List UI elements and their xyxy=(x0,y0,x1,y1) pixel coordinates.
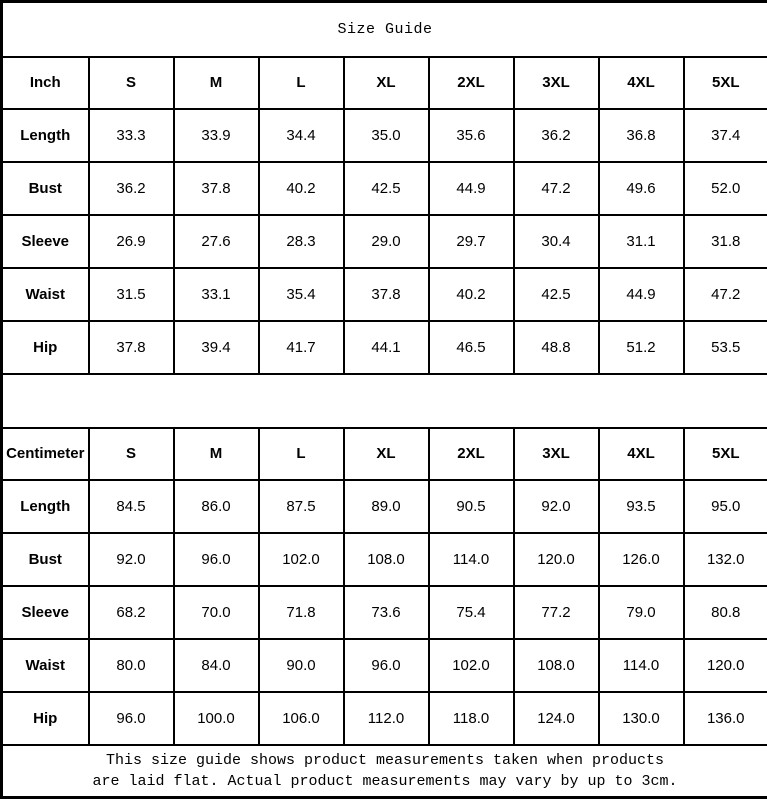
size-value-cell: 92.0 xyxy=(89,533,174,586)
size-value-cell: 71.8 xyxy=(259,586,344,639)
size-value-cell: 93.5 xyxy=(599,480,684,533)
centimeter-hip-row xyxy=(2,692,767,745)
size-value-cell: 42.5 xyxy=(514,268,599,321)
size-value-cell: 95.0 xyxy=(684,480,767,533)
size-value-cell: 31.1 xyxy=(599,215,684,268)
size-value-cell: 29.7 xyxy=(429,215,514,268)
row-label-bust: Bust xyxy=(2,162,89,215)
size-value-cell: 47.2 xyxy=(514,162,599,215)
size-value-cell: 31.8 xyxy=(684,215,767,268)
size-value-cell: 35.6 xyxy=(429,109,514,162)
size-value-cell: 124.0 xyxy=(514,692,599,745)
inch-hip-row xyxy=(2,321,767,374)
size-value-cell: 73.6 xyxy=(344,586,429,639)
size-value-cell: 86.0 xyxy=(174,480,259,533)
size-value-cell: 29.0 xyxy=(344,215,429,268)
footer-note-line2: are laid flat. Actual product measurements may vary by up to 3cm. xyxy=(3,771,767,792)
size-value-cell: 114.0 xyxy=(599,639,684,692)
size-value-cell: 47.2 xyxy=(684,268,767,321)
size-value-cell: 114.0 xyxy=(429,533,514,586)
size-column-header-3xl: 3XL xyxy=(514,428,599,480)
size-value-cell: 106.0 xyxy=(259,692,344,745)
footer-row xyxy=(2,745,767,798)
size-value-cell: 126.0 xyxy=(599,533,684,586)
size-value-cell: 120.0 xyxy=(514,533,599,586)
footer-note xyxy=(2,745,767,798)
size-value-cell: 33.1 xyxy=(174,268,259,321)
size-value-cell: 70.0 xyxy=(174,586,259,639)
size-value-cell: 41.7 xyxy=(259,321,344,374)
size-value-cell: 37.8 xyxy=(174,162,259,215)
size-column-header-4xl: 4XL xyxy=(599,57,684,109)
size-value-cell: 44.9 xyxy=(599,268,684,321)
size-value-cell: 53.5 xyxy=(684,321,767,374)
row-label-bust: Bust xyxy=(2,533,89,586)
size-column-header-4xl: 4XL xyxy=(599,428,684,480)
size-value-cell: 30.4 xyxy=(514,215,599,268)
row-label-length: Length xyxy=(2,480,89,533)
size-value-cell: 44.9 xyxy=(429,162,514,215)
size-value-cell: 96.0 xyxy=(344,639,429,692)
size-value-cell: 92.0 xyxy=(514,480,599,533)
size-value-cell: 40.2 xyxy=(429,268,514,321)
size-value-cell: 118.0 xyxy=(429,692,514,745)
size-value-cell: 35.0 xyxy=(344,109,429,162)
size-value-cell: 40.2 xyxy=(259,162,344,215)
size-value-cell: 77.2 xyxy=(514,586,599,639)
centimeter-header-row xyxy=(2,428,767,480)
size-value-cell: 102.0 xyxy=(429,639,514,692)
row-label-length: Length xyxy=(2,109,89,162)
row-label-hip: Hip xyxy=(2,321,89,374)
size-value-cell: 28.3 xyxy=(259,215,344,268)
size-value-cell: 36.2 xyxy=(89,162,174,215)
size-value-cell: 84.5 xyxy=(89,480,174,533)
inch-bust-row xyxy=(2,162,767,215)
size-value-cell: 26.9 xyxy=(89,215,174,268)
size-value-cell: 34.4 xyxy=(259,109,344,162)
size-column-header-5xl: 5XL xyxy=(684,57,767,109)
size-column-header-2xl: 2XL xyxy=(429,57,514,109)
size-value-cell: 132.0 xyxy=(684,533,767,586)
row-label-sleeve: Sleeve xyxy=(2,215,89,268)
size-column-header-5xl: 5XL xyxy=(684,428,767,480)
page-title: Size Guide xyxy=(2,2,767,57)
row-label-sleeve: Sleeve xyxy=(2,586,89,639)
size-value-cell: 27.6 xyxy=(174,215,259,268)
size-value-cell: 89.0 xyxy=(344,480,429,533)
footer-note-line1: This size guide shows product measurements taken when products xyxy=(3,750,767,771)
size-value-cell: 136.0 xyxy=(684,692,767,745)
size-value-cell: 46.5 xyxy=(429,321,514,374)
size-column-header-s: S xyxy=(89,57,174,109)
size-value-cell: 49.6 xyxy=(599,162,684,215)
inch-unit-header: Inch xyxy=(2,57,89,109)
size-column-header-m: M xyxy=(174,57,259,109)
spacer-cell xyxy=(2,374,767,428)
size-value-cell: 36.2 xyxy=(514,109,599,162)
size-value-cell: 36.8 xyxy=(599,109,684,162)
size-value-cell: 37.4 xyxy=(684,109,767,162)
size-column-header-m: M xyxy=(174,428,259,480)
title-row xyxy=(2,2,767,57)
size-value-cell: 68.2 xyxy=(89,586,174,639)
size-value-cell: 35.4 xyxy=(259,268,344,321)
size-value-cell: 80.8 xyxy=(684,586,767,639)
row-label-waist: Waist xyxy=(2,268,89,321)
size-value-cell: 100.0 xyxy=(174,692,259,745)
size-value-cell: 51.2 xyxy=(599,321,684,374)
size-value-cell: 87.5 xyxy=(259,480,344,533)
inch-waist-row xyxy=(2,268,767,321)
size-value-cell: 39.4 xyxy=(174,321,259,374)
size-value-cell: 90.5 xyxy=(429,480,514,533)
size-column-header-s: S xyxy=(89,428,174,480)
size-value-cell: 48.8 xyxy=(514,321,599,374)
size-value-cell: 90.0 xyxy=(259,639,344,692)
size-value-cell: 31.5 xyxy=(89,268,174,321)
inch-length-row xyxy=(2,109,767,162)
size-value-cell: 96.0 xyxy=(89,692,174,745)
size-column-header-xl: XL xyxy=(344,428,429,480)
centimeter-waist-row xyxy=(2,639,767,692)
inch-sleeve-row xyxy=(2,215,767,268)
centimeter-sleeve-row xyxy=(2,586,767,639)
size-value-cell: 33.3 xyxy=(89,109,174,162)
size-column-header-2xl: 2XL xyxy=(429,428,514,480)
size-value-cell: 112.0 xyxy=(344,692,429,745)
size-value-cell: 33.9 xyxy=(174,109,259,162)
size-column-header-3xl: 3XL xyxy=(514,57,599,109)
row-label-hip: Hip xyxy=(2,692,89,745)
size-value-cell: 79.0 xyxy=(599,586,684,639)
spacer-row xyxy=(2,374,767,428)
size-value-cell: 42.5 xyxy=(344,162,429,215)
size-value-cell: 84.0 xyxy=(174,639,259,692)
inch-header-row xyxy=(2,57,767,109)
size-column-header-xl: XL xyxy=(344,57,429,109)
size-value-cell: 75.4 xyxy=(429,586,514,639)
centimeter-length-row xyxy=(2,480,767,533)
size-column-header-l: L xyxy=(259,57,344,109)
centimeter-unit-header: Centimeter xyxy=(2,428,89,480)
size-value-cell: 52.0 xyxy=(684,162,767,215)
size-value-cell: 44.1 xyxy=(344,321,429,374)
size-value-cell: 37.8 xyxy=(89,321,174,374)
size-value-cell: 108.0 xyxy=(344,533,429,586)
size-column-header-l: L xyxy=(259,428,344,480)
size-value-cell: 37.8 xyxy=(344,268,429,321)
size-value-cell: 80.0 xyxy=(89,639,174,692)
size-value-cell: 108.0 xyxy=(514,639,599,692)
size-value-cell: 96.0 xyxy=(174,533,259,586)
row-label-waist: Waist xyxy=(2,639,89,692)
size-value-cell: 102.0 xyxy=(259,533,344,586)
size-value-cell: 120.0 xyxy=(684,639,767,692)
centimeter-bust-row xyxy=(2,533,767,586)
size-value-cell: 130.0 xyxy=(599,692,684,745)
